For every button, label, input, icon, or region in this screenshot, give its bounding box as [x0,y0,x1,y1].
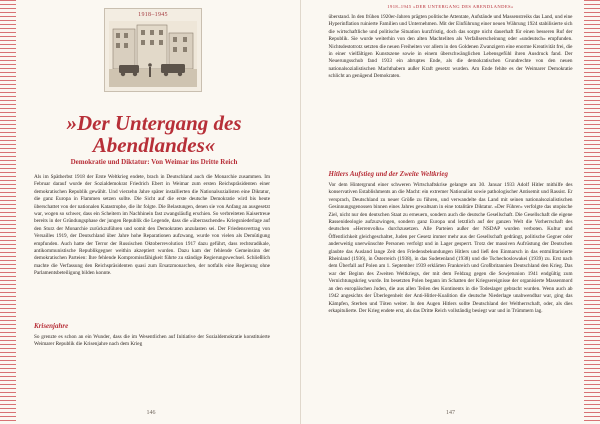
body-paragraph: überstand. In den frühen 1920er-Jahren prägten politische Attentate, Aufstände und Massenstreiks das Land, und eine Hyperinflation ruinierte Familien und Unternehmen. Mit der Einführung einer neuen Währung 1924 stabilisierte sich die wirtschaftliche und politische Situation kurzfristig, doch das sorgte nicht dauerhaft für einen besseren Ruf der Republik. Sie wurde weiterhin von den alten Machteliten als Verfallserscheinung oder »undeutsch« empfunden. Nichtsdestotrotz setzten die neuen Freiheiten vor allem in den Goldenen Zwanzigern eine enorme Kreativität frei, die in einer vielfältigen Kunstszene sowie in einem überschwänglichen Lebensgefühl ihren Ausdruck fand. Der Neuerungsschub fand 1933 ein abruptes Ende, als die demokratischen Grundrechte von den neuen nationalsozialistischen Machthabern außer Kraft gesetzt wurden. Am Ende fehlte es der Weimarer Demokratie schlicht an genügend Demokraten. [328,14,573,80]
chapter-illustration [104,8,202,92]
section-heading: Hitlers Aufstieg und der Zweite Weltkrieg [328,170,448,178]
ruled-margin-decoration [584,0,600,424]
chapter-title: »Der Untergang des Abendlandes« [66,111,242,157]
street-scene-illustration [109,21,197,87]
body-paragraph: So grenzte es schon an ein Wunder, dass die im Wesentlichen auf Initiative der Sozialdemokratie konstituierte Weimarer Republik die Krisenjahre nach dem Krieg [34,334,270,348]
body-paragraph: Vor dem Hintergrund einer schweren Wirtschaftskrise gelangte am 30. Januar 1933 Adolf Hitler mithilfe des konservativen Establishments an die Macht: ein extremer Nationalist sowie pathologischer Antisemit und Rassist. Er versprach, Deutschland zu neuer Größe zu führen, und verwandelte das Land mit seinen nationalsozialistischen Gesinnungsgenossen binnen eines Jahres gewaltsam in eine totalitäre Diktatur. »Der Führer« verfolgte das utopische Ziel, nicht nur den deutschen Staat zu erneuern, sondern auch die deutsche Gesellschaft. Die Gesellschaft die eigene Rassenideologie aufzuzwingen, sondern ganz Europa und letztlich auf der ganzen Welt die Vorherrschaft des deutschen »Herrenvolks« durchzusetzen. Alle Parteien außer der NSDAP wurden verboten. Kultur und Öffentlichkeit gleichgeschaltet, Juden per Gesetz immer mehr aus der Gesellschaft gedrängt, politische Gegner oder anderweitig unerwünschte Personen verfolgt und in Lager gesperrt. Trotz der massiven Aufrüstung der Deutschen glaubte das Ausland lange Zeit den Friedensbekundungen Hitlers und ließ den Einmarsch in das entmilitarisierte Rheinland (1936), in Österreich (1938), in das Sudetenland (1938) und die Tschechoslowakei (1939) zu. Erst nach dem Überfall auf Polen am 1. September 1939 erklärten Frankreich und Großbritannien Deutschland den Krieg. Das war der Beginn des Zweiten Weltkriegs, der mit dem Feldzug gegen die Sowjetunion 1941 endgültig zum Vernichtungskrieg wurde. Im besetzten Polen begann im Schatten der Kriegsereignisse der organisierte Massenmord an den europäischen Juden, die aus allen Teilen des Kontinents in die Todeslager gebracht wurden. Wenn auch ab 1942 angesichts der Überlegenheit der Anti-Hitler-Koalition die deutsche Niederlage unabwendbar war, ging das Kämpfen, Sterben und Töten weiter. In den Augen Hitlers sollte Deutschland der Weltherrschaft, oder, als dies erkapitulierte. Der Krieg endete erst, als das Dritte Reich vollständig besiegt war und in Trümmern lag. [328,182,573,314]
page-number: 146 [146,410,156,416]
section-heading: Krisenjahre [34,322,69,330]
page-number: 147 [446,410,455,416]
ruled-margin-decoration [0,0,16,424]
illustration-label: 1918–1945 [138,12,168,18]
body-paragraph: Als im Spätherbst 1918 der Erste Weltkrieg endete, brach in Deutschland auch die Monarchie zusammen. Im Februar darauf wurde der Sozialdemokrat Friedrich Ebert in Weimar zum ersten Reichspräsidenten einer demokratischen Republik gewählt. Und vierzehn Jahre später installierten die Nationalsozialisten eine Diktatur, die ganz Europa in Flammen setzen sollte. Die Sicht auf die erste deutsche Demokratie wird bis heute überschattet von der nationalen Katastrophe, die ihr folgte. Die Belastungen, denen sie von Anfang an ausgesetzt war, wogen so schwer, dass ein Scheitern im Nachhinein fast zwangsläufig erschien. So verbreiteten Kaisertreue bereits in der Gründungsphase der jungen Republik die Legende, dass die »überraschende« Kriegsniederlage auf den Sturz der Monarchie zurückzuführen und somit den Demokraten anzulasten sei. Der Friedensvertrag von Versailles 1919, der Deutschland über Jahre hohe Reparationen aufzwang, wurde von vielen als Demütigung empfunden. Auch hatte der Terror der Russischen Oktoberrevolution 1917 dazu geführt, dass rechtsradikale, antikommunistische Republikgegner weithin akzeptiert wurden. Dazu kam der fehlende Gemeinsinn der demokratischen Parteien: Ihre fehlende Kompromissfähigkeit führte zu ständige Regierungswechsel. Schließlich machte die Verfassung den Reichspräsidenten quasi zum Ersatzmonarchen, der notfalls eine Regierung ohne Parlamentsbeteiligung bilden konnte. [34,174,270,277]
running-head: 1918–1945 »DER UNTERGANG DES ABENDLANDES« [387,4,514,9]
chapter-subtitle: Demokratie und Diktatur: Von Weimar ins Dritte Reich [70,158,238,166]
right-page [301,0,600,424]
